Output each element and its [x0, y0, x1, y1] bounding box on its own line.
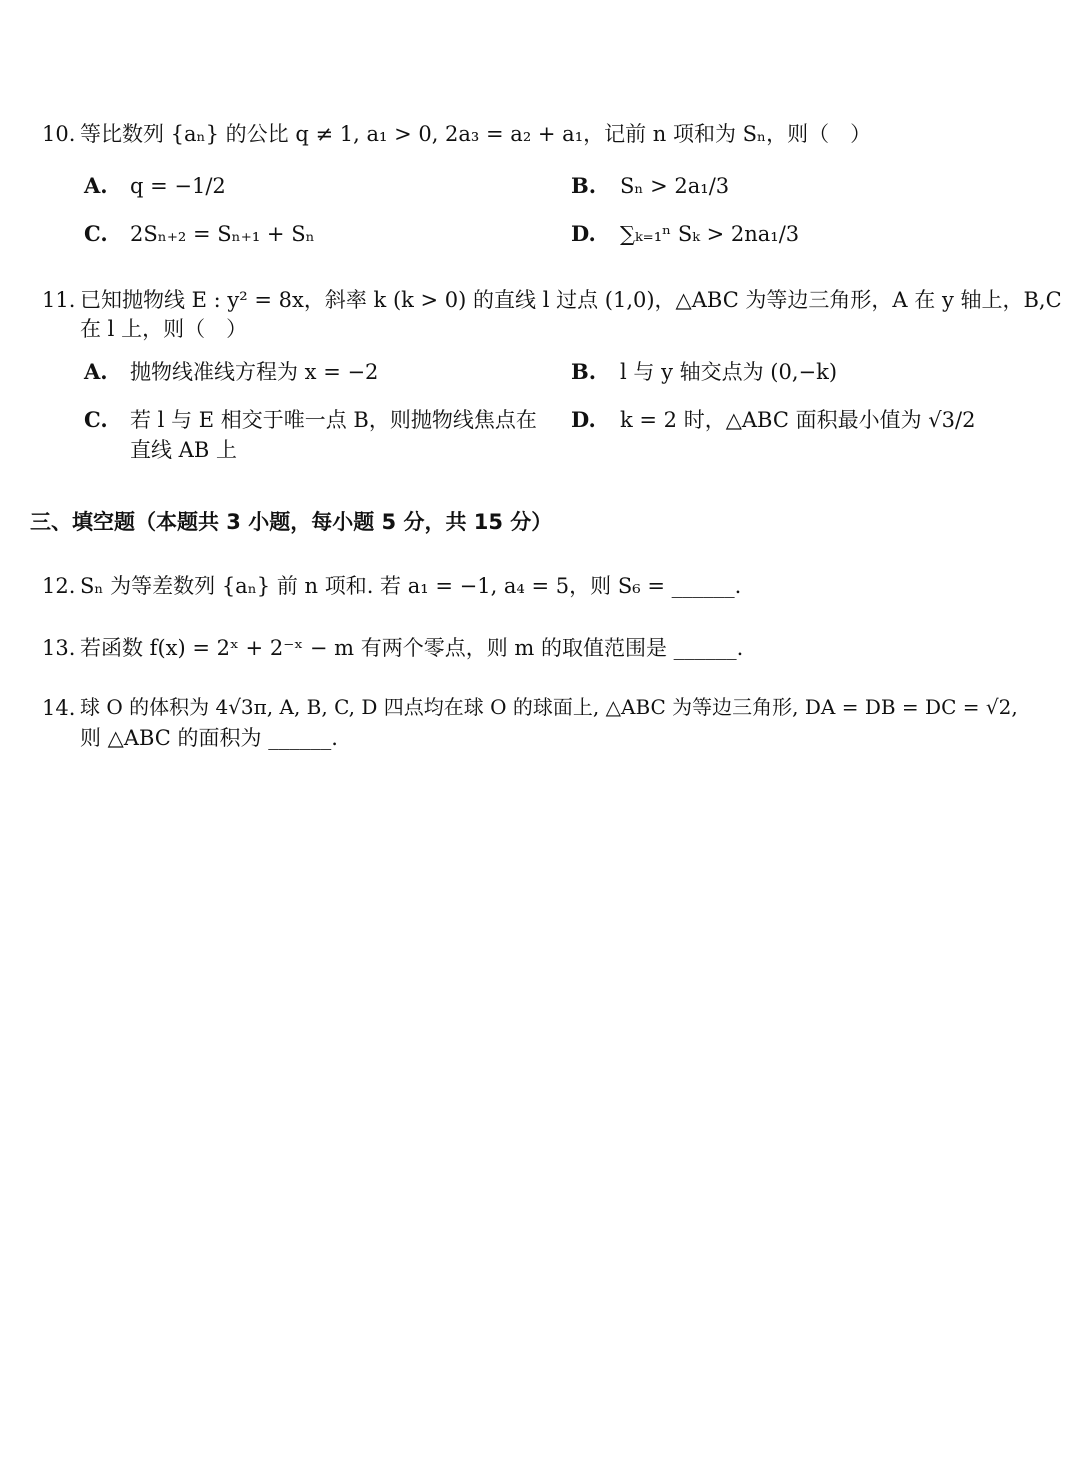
question-number: 10. [42, 122, 76, 146]
question-number: 11. [42, 288, 76, 312]
option-b-text: l 与 y 轴交点为 (0,−k) [620, 360, 838, 384]
option-c-text-line-1: 若 l 与 E 相交于唯一点 B，则抛物线焦点在 [130, 408, 537, 432]
question-stem: 等比数列 {aₙ} 的公比 q ≠ 1, a₁ > 0, 2a₃ = a₂ + a₁，记前 n 项和为 Sₙ，则（ ） [80, 122, 872, 146]
option-c-text-line-2: 直线 AB 上 [130, 438, 237, 462]
section-heading: 三、填空题（本题共 3 小题，每小题 5 分，共 15 分） [30, 510, 553, 534]
question-number: 14. [42, 696, 76, 720]
option-label: C. [84, 221, 108, 246]
question-text-line-2: 则 △ABC 的面积为 ______. [80, 726, 338, 750]
option-label: A. [84, 359, 108, 384]
option-label: D. [571, 221, 596, 246]
option-label: D. [571, 407, 596, 432]
question-stem-line-1: 已知抛物线 E : y² = 8x，斜率 k (k > 0) 的直线 l 过点 (1,0)，△ABC 为等边三角形，A 在 y 轴上，B,C [80, 288, 1062, 312]
option-label: B. [571, 173, 597, 198]
option-c-text: 2Sₙ₊₂ = Sₙ₊₁ + Sₙ [130, 222, 315, 246]
option-d-text: k = 2 时，△ABC 面积最小值为 √3/2 [620, 408, 976, 432]
option-b-text: Sₙ > 2a₁/3 [620, 174, 730, 198]
question-number: 12. [42, 574, 76, 598]
question-text: 若函数 f(x) = 2ˣ + 2⁻ˣ − m 有两个零点，则 m 的取值范围是 ______. [80, 636, 744, 660]
question-text: Sₙ 为等差数列 {aₙ} 前 n 项和. 若 a₁ = −1, a₄ = 5，则 S₆ = ______. [80, 574, 742, 598]
option-a-text: q = −1/2 [130, 174, 226, 198]
question-number: 13. [42, 636, 76, 660]
question-text-line-1: 球 O 的体积为 4√3π, A, B, C, D 四点均在球 O 的球面上, △ABC 为等边三角形, DA = DB = DC = √2, [80, 695, 1018, 719]
option-a-text: 抛物线准线方程为 x = −2 [130, 360, 379, 384]
option-label: C. [84, 407, 108, 432]
option-label: B. [571, 359, 597, 384]
option-label: A. [84, 173, 108, 198]
option-d-text: ∑ₖ₌₁ⁿ Sₖ > 2na₁/3 [620, 222, 800, 246]
question-stem-line-2: 在 l 上，则（ ） [80, 317, 248, 341]
